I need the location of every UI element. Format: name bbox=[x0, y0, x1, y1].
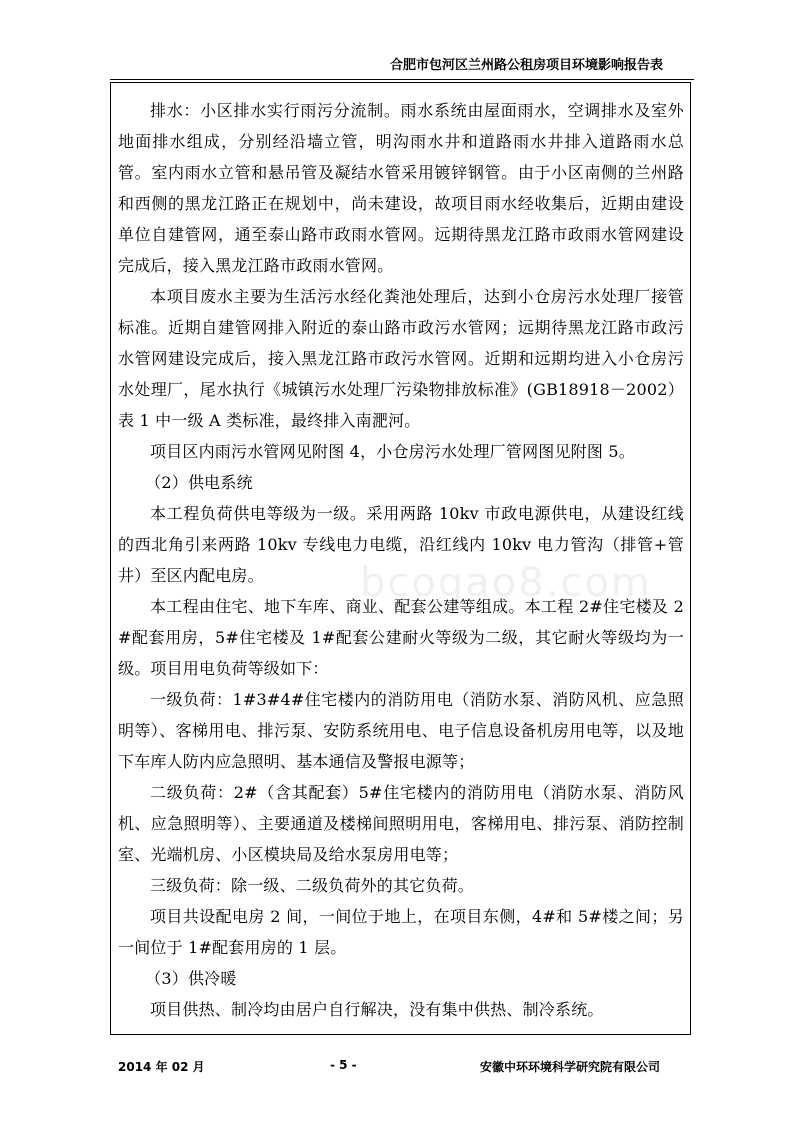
paragraph-load-level-2: 二级负荷：2#（含其配套）5#住宅楼内的消防用电（消防水泵、消防风机、应急照明等）、主要通道及楼梯间照明用电，客梯用电、排污泵、消防控制室、光端机房、小区模块局及给水泵房用电等； bbox=[118, 783, 684, 864]
paragraph-load-level-3: 三级负荷：除一级、二级负荷外的其它负荷。 bbox=[150, 876, 475, 895]
paragraph-heating-cooling: 项目供热、制冷均由居户自行解决，没有集中供热、制冷系统。 bbox=[150, 1000, 604, 1019]
watermark: bcogao8.com bbox=[360, 560, 652, 606]
paragraph-load-level-1: 一级负荷：1#3#4#住宅楼内的消防用电（消防水泵、消防风机、应急照明等）、客梯用电、排污泵、安防系统用电、电子信息设备机房用电等，以及地下车库人防内应急照明、基本通信及警报电源等； bbox=[118, 690, 684, 771]
page-header-title: 合肥市包河区兰州路公租房项目环境影响报告表 bbox=[389, 58, 663, 73]
footer-date: 2014 年 02 月 bbox=[118, 1060, 205, 1074]
paragraph-substation: 项目共设配电房 2 间，一间位于地上，在项目东侧，4#和 5#楼之间；另一间位于 1#配套用房的 1 层。 bbox=[118, 907, 684, 957]
header-rule bbox=[110, 79, 694, 80]
paragraph-pipe-network: 项目区内雨污水管网见附图 4，小仓房污水处理厂管网图见附图 5。 bbox=[150, 442, 635, 461]
section-heating-cooling: （3）供冷暖 bbox=[145, 969, 237, 988]
paragraph-wastewater: 本项目废水主要为生活污水经化粪池处理后，达到小仓房污水处理厂接管标准。近期自建管网排入附近的泰山路市政污水管网；远期待黑龙江路市政污水管网建设完成后，接入黑龙江路市政污水管网。近期和远期均进入小仓房污水处理厂，尾水执行《城镇污水处理厂污染物排放标准》(GB18918－2002）表 1 中一级 A 类标准，最终排入南淝河。 bbox=[118, 287, 684, 430]
document-body bbox=[118, 95, 684, 1025]
paragraph-drainage: 排水：小区排水实行雨污分流制。雨水系统由屋面雨水，空调排水及室外地面排水组成，分别经沿墙立管，明沟雨水井和道路雨水井排入道路雨水总管。室内雨水立管和悬吊管及凝结水管采用镀锌钢管。由于小区南侧的兰州路和西侧的黑龙江路正在规划中，尚未建设，故项目雨水经收集后，近期由建设单位自建管网，通至泰山路市政雨水管网。远期待黑龙江路市政雨水管网建设完成后，接入黑龙江路市政雨水管网。 bbox=[118, 101, 684, 275]
section-power-supply: （2）供电系统 bbox=[145, 473, 253, 492]
paragraph-power-level: 本工程负荷供电等级为一级。采用两路 10kv 市政电源供电，从建设红线的西北角引来两路 10kv 专线电力电缆，沿红线内 10kv 电力管沟（排管+管井）至区内配电房。 bbox=[118, 504, 684, 585]
footer-page-number: - 5 - bbox=[330, 1058, 357, 1072]
paragraph-composition: 本工程由住宅、地下车库、商业、配套公建等组成。本工程 2#住宅楼及 2#配套用房，5#住宅楼及 1#配套公建耐火等级为二级，其它耐火等级均为一级。项目用电负荷等级如下： bbox=[118, 597, 684, 678]
footer-organization: 安徽中环环境科学研究院有限公司 bbox=[479, 1060, 660, 1074]
